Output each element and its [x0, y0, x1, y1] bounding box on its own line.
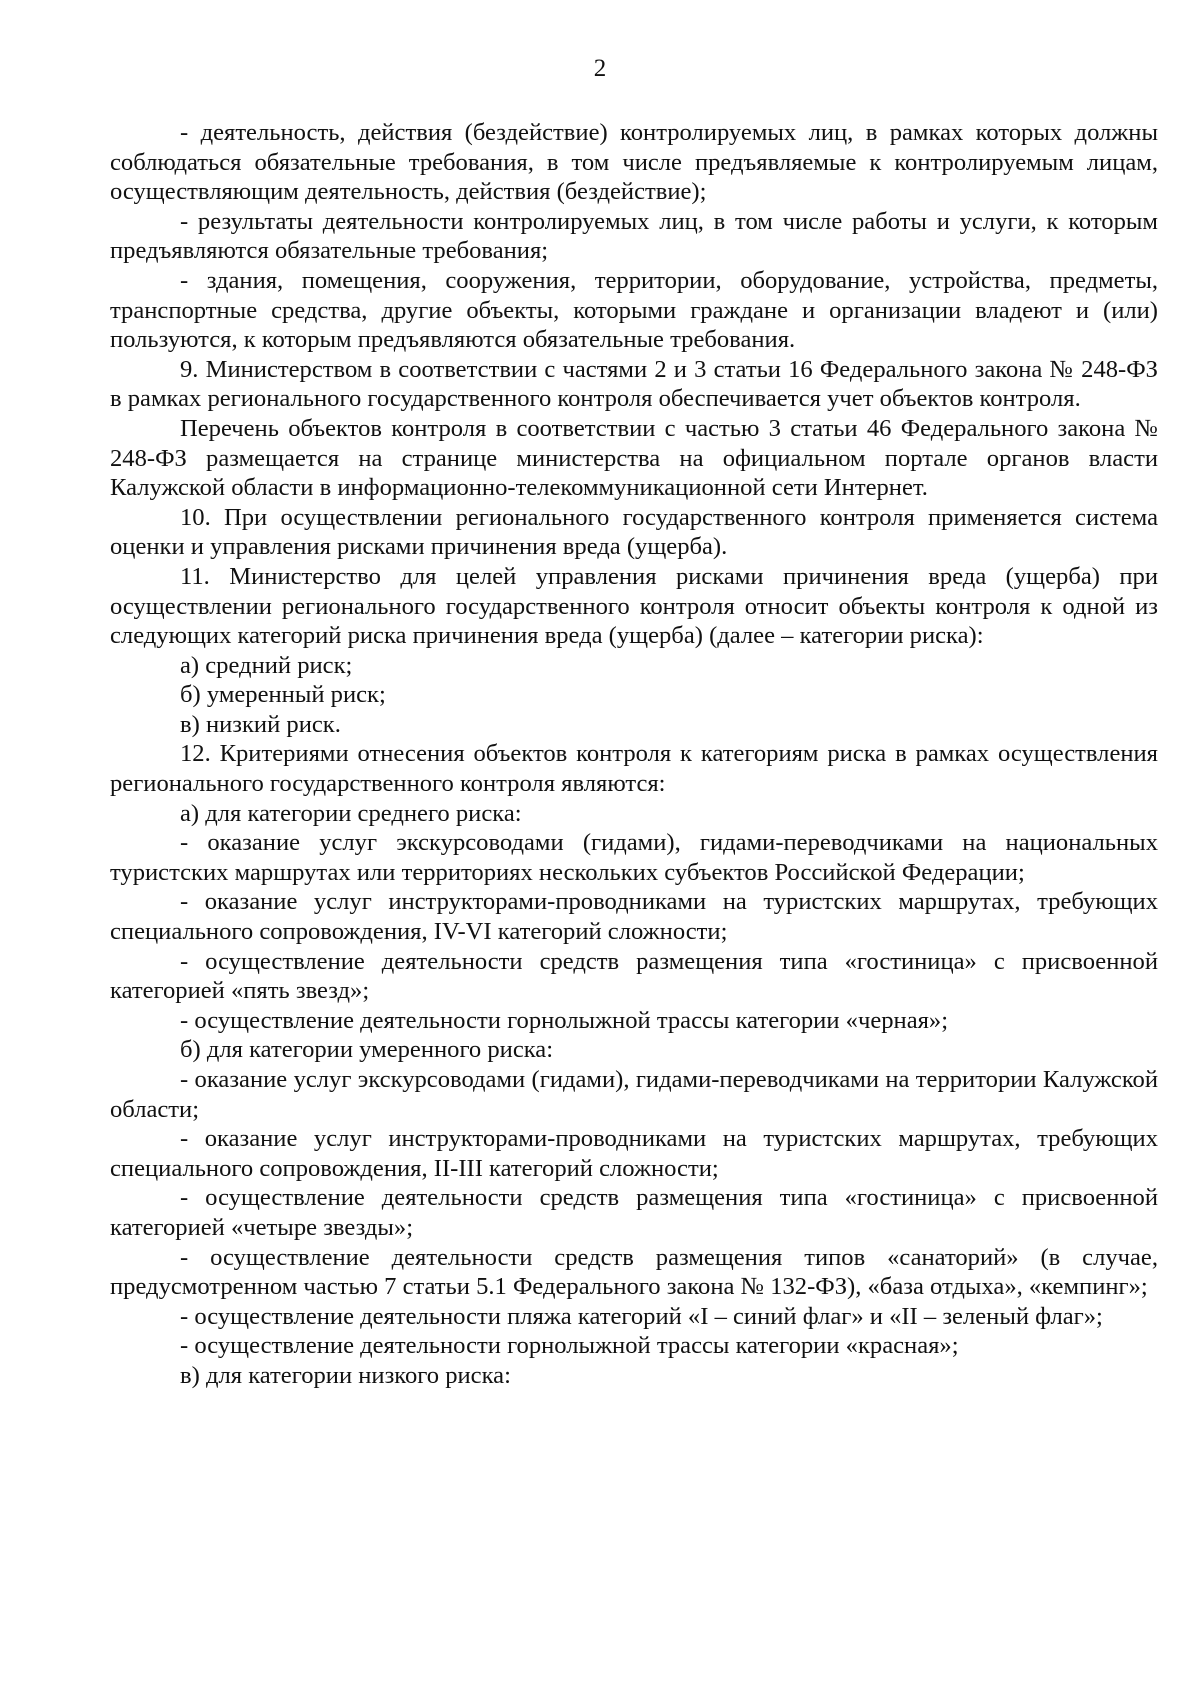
list-item: б) умеренный риск;	[180, 681, 386, 709]
paragraph-item-10: 10. При осуществлении регионального государственного контроля применяется система оценки и управления рисками причинения вреда (ущерба).	[110, 503, 1158, 561]
document-body	[110, 118, 1158, 1391]
paragraph-item-11: 11. Министерство для целей управления рисками причинения вреда (ущерба) при осуществлении регионального государственного контроля относит объекты контроля к одной из следующих категорий риска причинения вреда (ущерба) (далее – категории риска):	[110, 562, 1158, 650]
list-item: б) для категории умеренного риска:	[180, 1036, 554, 1064]
list-item: а) для категории среднего риска:	[180, 799, 522, 827]
paragraph: - результаты деятельности контролируемых лиц, в том числе работы и услуги, к которым предъявляются обязательные требования;	[110, 207, 1158, 265]
paragraph: - осуществление деятельности пляжа категорий «I – синий флаг» и «II – зеленый флаг»;	[180, 1302, 1103, 1330]
paragraph: - осуществление деятельности средств размещения типа «гостиница» с присвоенной категорией «пять звезд»;	[110, 947, 1158, 1005]
paragraph: - деятельность, действия (бездействие) контролируемых лиц, в рамках которых должны соблюдаться обязательные требования, в том числе предъявляемые к контролируемым лицам, осуществляющим деятельность, действия (бездействие);	[110, 119, 1158, 206]
paragraph: - осуществление деятельности средств размещения типов «санаторий» (в случае, предусмотренном частью 7 статьи 5.1 Федерального закона № 132-ФЗ), «база отдыха», «кемпинг»;	[110, 1243, 1158, 1301]
paragraph: - оказание услуг инструкторами-проводниками на туристских маршрутах, требующих специального сопровождения, II-III категорий сложности;	[110, 1125, 1158, 1182]
list-item: в) низкий риск.	[180, 710, 341, 738]
paragraph-item-12: 12. Критериями отнесения объектов контроля к категориям риска в рамках осуществления регионального государственного контроля являются:	[110, 740, 1158, 798]
paragraph: - здания, помещения, сооружения, территории, оборудование, устройства, предметы, транспортные средства, другие объекты, которыми граждане и организации владеют и (или) пользуются, к которым предъявляются обязательные требования.	[110, 266, 1158, 354]
paragraph: - осуществление деятельности горнолыжной трассы категории «черная»;	[180, 1006, 949, 1034]
paragraph: Перечень объектов контроля в соответствии с частью 3 статьи 46 Федерального закона № 248-ФЗ размещается на странице министерства на официальном портале органов власти Калужской области в информационно-телекоммуникационной сети Интернет.	[110, 414, 1158, 502]
paragraph-item-9: 9. Министерством в соответствии с частями 2 и 3 статьи 16 Федерального закона № 248-ФЗ в рамках регионального государственного контроля обеспечивается учет объектов контроля.	[110, 355, 1158, 413]
list-item: а) средний риск;	[180, 651, 353, 679]
page-number: 2	[593, 55, 607, 82]
paragraph: - оказание услуг инструкторами-проводниками на туристских маршрутах, требующих специального сопровождения, IV-VI категорий сложности;	[110, 888, 1158, 946]
paragraph: - осуществление деятельности средств размещения типа «гостиница» с присвоенной категорией «четыре звезды»;	[110, 1184, 1158, 1241]
paragraph: - оказание услуг экскурсоводами (гидами), гидами-переводчиками на национальных туристских маршрутах или территориях нескольких субъектов Российской Федерации;	[110, 829, 1158, 886]
list-item: в) для категории низкого риска:	[180, 1361, 511, 1389]
paragraph: - осуществление деятельности горнолыжной трассы категории «красная»;	[180, 1332, 959, 1360]
paragraph: - оказание услуг экскурсоводами (гидами), гидами-переводчиками на территории Калужской области;	[110, 1066, 1158, 1123]
